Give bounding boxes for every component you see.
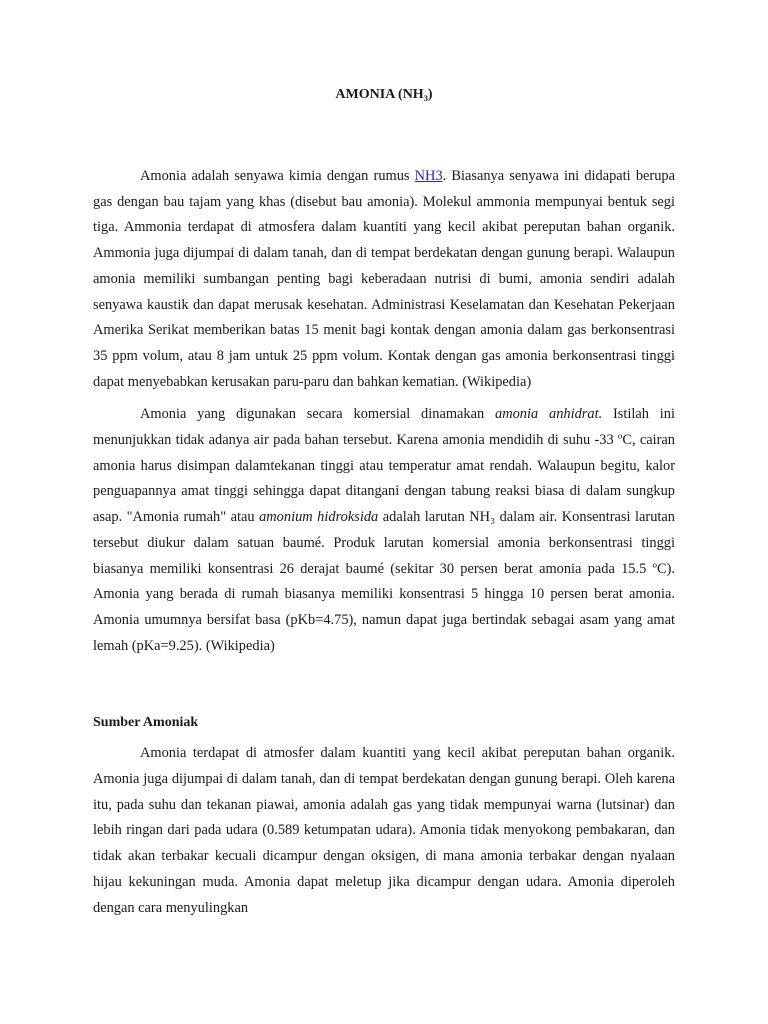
nh3-link[interactable]: NH3	[414, 168, 443, 184]
page-title: AMONIA (NH₃)	[335, 87, 433, 102]
term-amonium-hidroksida: amonium hidroksida	[259, 509, 379, 526]
paragraph-2-text-b: Istilah ini menunjukkan tidak adanya air pada bahan tersebut. Karena amonia mendidih di suhu -33 ºC, cairan amonia harus disimpan dalamtekanan tinggi atau temperatur amat rendah. Walaupun begitu, kalor penguapannya amat tinggi sehingga dapat ditangani dengan tabung reaksi biasa di dalam sungkup asap. "Amonia rumah" atau	[93, 406, 675, 526]
section-heading: Sumber Amoniak	[93, 715, 199, 731]
term-amonia-anhidrat: amonia anhidrat.	[495, 406, 603, 423]
section-spacer	[93, 666, 675, 710]
paragraph-2-text-c: adalah larutan NH₃ dalam air. Konsentrasi larutan tersebut diukur dalam satuan baumé. Produk larutan komersial amonia berkonsentrasi tinggi biasanya memiliki konsentrasi 26 derajat baumé (sekitar 30 persen berat amonia pada 15.5 ºC). Amonia yang berada di rumah biasanya memiliki konsentrasi 5 hingga 10 persen berat amonia. Amonia umumnya bersifat basa (pKb=4.75), namun dapat juga bertindak sebagai asam yang amat lemah (pKa=9.25). (Wikipedia)	[93, 509, 675, 654]
paragraph-1-text-a: Amonia adalah senyawa kimia dengan rumus	[140, 168, 415, 184]
paragraph-1	[93, 164, 675, 395]
paragraph-3: Amonia terdapat di atmosfer dalam kuantiti yang kecil akibat pereputan bahan organik. Amonia juga dijumpai di dalam tanah, dan di tempat berdekatan dengan gunung berapi. Oleh karena itu, pada suhu dan tekanan piawai, amonia adalah gas yang tidak mempunyai warna (lutsinar) dan lebih ringan dari pada udara (0.589 ketumpatan udara). Amonia tidak menyokong pembakaran, dan tidak akan terbakar kecuali dicampur dengan oksigen, di mana amonia terbakar dengan nyalaan hijau kekuningan muda. Amonia dapat meletup jika dicampur dengan udara. Amonia diperoleh dengan cara menyulingkan	[93, 745, 675, 916]
document-body	[93, 82, 675, 928]
paragraph-1-text-b: . Biasanya senyawa ini didapati berupa gas dengan bau tajam yang khas (disebut bau amonia). Molekul ammonia mempunyai bentuk segi tiga. Ammonia terdapat di atmosfera dalam kuantiti yang kecil akibat pereputan bahan organik. Ammonia juga dijumpai di dalam tanah, dan di tempat berdekatan dengan gunung berapi. Walaupun amonia memiliki sumbangan penting bagi keberadaan nutrisi di bumi, amonia sendiri adalah senyawa kaustik dan dapat merusak kesehatan. Administrasi Keselamatan dan Kesehatan Pekerjaan Amerika Serikat memberikan batas 15 menit bagi kontak dengan amonia dalam gas berkonsentrasi 35 ppm volum, atau 8 jam untuk 25 ppm volum. Kontak dengan gas amonia berkonsentrasi tinggi dapat menyebabkan kerusakan paru-paru dan bahkan kematian. (Wikipedia)	[93, 168, 675, 390]
paragraph-2	[93, 402, 675, 659]
paragraph-2-text-a: Amonia yang digunakan secara komersial dinamakan	[140, 406, 496, 423]
